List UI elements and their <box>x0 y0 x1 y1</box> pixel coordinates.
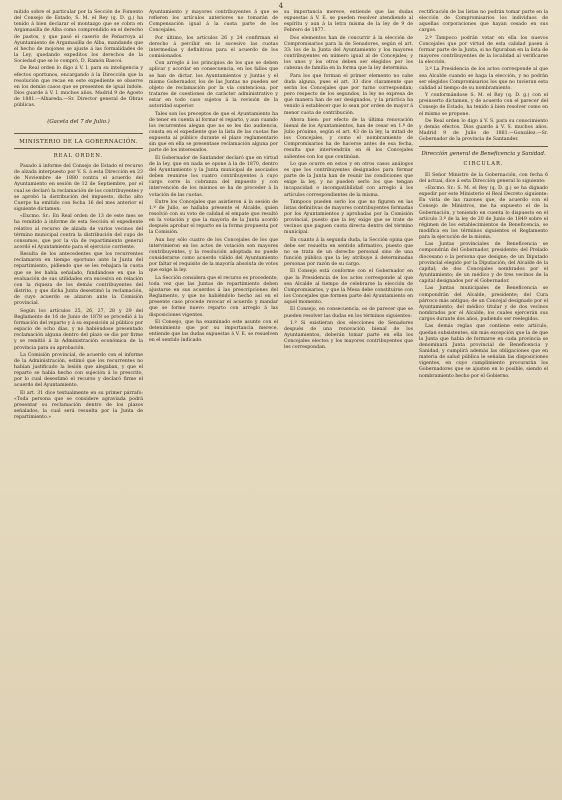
column-3-paragraph-6: Tampoco pueden serlo los que no figuren en las listas definitivas de mayores contribuyentes formadas por los Ayuntamientos y aprobadas por la Comisión provincial, puesto que la ley exige que se trate de vecinos que paguen cuota directa dentro del término municipal. <box>284 199 413 236</box>
column-2-paragraph-4: Tales son los preceptos de que el Ayuntamiento ha de tener en cuenta al formar el reparto, y aun cuando los recurrentes alegan que no se les dio audiencia, consta en el expediente que la lista de las cuotas fue expuesta al público durante el plazo reglamentario sin que en ella se presentase reclamación alguna por parte de los interesados. <box>149 111 278 154</box>
column-4-circular-paragraph-3: Las Juntas provinciales de Beneficencia se compondrán del Gobernador, presidente; del Prelado diocesano o la persona que designe; de un Diputado provincial elegido por la Diputación; del Alcalde de la capital; de dos Concejales nombrados por el Ayuntamiento; de un médico y de tres vecinos de la capital designados por el Gobernador. <box>419 242 548 285</box>
column-4 <box>419 8 548 800</box>
column-1-body-paragraph-4: Según los artículos 25, 26, 27, 28 y 29 del Reglamento de 16 de Junio de 1878 se procedió á la formación del reparto y á su exposición al público por espacio de ocho días, y no habiéndose presentado reclamación alguna dentro del plazo se dio por firme y se remitió á la Administración económica de la provincia para su aprobación. <box>14 308 143 351</box>
column-2-paragraph-6: Entre los Concejales que asistieron á la sesión de 1.º de Julio, se hallaba presente el Alcalde, quien resolvió con su voto de calidad el empate que resultó en la votación y que la mayoría de la Junta acordó después aprobar el reparto en la forma propuesta por la Comisión. <box>149 199 278 236</box>
column-1-body-paragraph-3: Resulta de los antecedentes que los recurrentes reclamaron en tiempo oportuno ante la Junta del repartimiento, pidiendo que se les rebajara la cuota que se les había señalado, fundándose en que la evaluación de sus utilidades era excesiva en relación con la riqueza de los demás contribuyentes del distrito, y que dicha Junta desestimó la reclamación, de cuyo acuerdo se alzaron ante la Comisión provincial. <box>14 252 143 307</box>
columns-container <box>14 8 548 800</box>
divider <box>14 148 143 149</box>
column-1-body-paragraph-5: La Comisión provincial, de acuerdo con el informe de la Administración, estimó que los recurrentes no habían justificado la lesión que alegaban, y que el reparto se había hecho con sujeción á lo prescrito, por lo cual desestimó el recurso y declaró firme el acuerdo del Ayuntamiento. <box>14 352 143 389</box>
column-3-paragraph-7: En cuanto á la segunda duda, la Sección opina que debe ser resuelta en sentido afirmativo, puesto que no se trata de un derecho personal sino de una función pública que la ley atribuye á determinadas personas por razón de su cargo. <box>284 237 413 268</box>
ministry-heading: MINISTERIO DE LA GOBERNACIÓN. <box>19 138 138 145</box>
column-1-intro-paragraph-2: De Real orden lo digo á V. I. para su inteligencia y efectos oportunos, encargando á la Dirección que la resolución que recae en este expediente se observe en los demás casos que se presenten de igual índole. Dios guarde á V. I. muchos años. Madrid 9 de Agosto de 1881.—Albareda.—Sr. Director general de Obras públicas. <box>14 66 143 109</box>
royal-order-heading: REAL ORDEN. <box>53 152 104 159</box>
column-2-paragraph-2: Por último, los artículos 26 y 24 confirman el derecho á percibir en lo sucesivo las cuotas intermedias y definitivas para el acuerdo de los comisionados. <box>149 35 278 60</box>
column-3-paragraph-8: El Consejo está conforme con el Gobernador en que la Presidencia de los actos corresponde al que sea Alcalde al tiempo de celebrarse la elección de Compromisarios, y que la Mesa debe constituirse con los Concejales que formen parte del Ayuntamiento en aquel momento. <box>284 269 413 306</box>
column-3-paragraph-4: Ahora bien: por efecto de la última renovación bienal de los Ayuntamientos, han de cesar en 1.º de Julio próximo, según el art. 43 de la ley, la mitad de los Concejales, y como el nombramiento de Compromisarios ha de hacerse antes de esa fecha, resulta que intervendrán en él los Concejales salientes con los que continúan. <box>284 117 413 160</box>
column-4-paragraph-4: Y conformándose S. M. el Rey (q. D. g.) con el preinserto dictamen, y de acuerdo con el parecer del Consejo de Estado, ha tenido á bien resolver como en el mismo se propone. <box>419 93 548 117</box>
column-4-circular-paragraph-2: «Excmo. Sr.: S. M. el Rey (q. D. g.) se ha dignado expedir por este Ministerio el Real Decreto siguiente: En vista de las razones que, de acuerdo con el Consejo de Ministros, me ha expuesto el de la Gobernación, y teniendo en cuenta lo dispuesto en el artículo 3.º de la ley de 20 de Junio de 1849 sobre el régimen de los establecimientos de Beneficencia, se modifica en los términos siguientes el Reglamento para la ejecución de la misma. <box>419 185 548 241</box>
column-4-circular-paragraph-5: Las demás reglas que contiene este artículo, quedan subsistentes, sin más excepción que la de que la Junta que había de formarse en cada provincia se denominará Junta provincial de Beneficencia y Sanidad, y cumplirá además las obligaciones que en materia de salud pública le señalan las disposiciones vigentes, en cuyo cumplimiento procurarán los Gobernadores que se ajusten en lo posible, siendo el nombramiento hecho por el Gobierno. <box>419 324 548 379</box>
gazette-reference: (Gaceta del 7 de Julio.) <box>47 118 110 125</box>
column-1-body-paragraph-2: «Excmo. Sr.: En Real orden de 13 de este mes se ha remitido á informe de esta Sección el expediente relativo al recurso de alzada de varios vecinos del término municipal contra la distribución del cupo de consumos, que por la vía de repartimiento general acordó el Ayuntamiento para el ejercicio corriente. <box>14 214 143 250</box>
column-3-paragraph-9: El Consejo, en consecuencia, es de parecer que se pueden resolver las dudas en los términos siguientes: <box>284 307 413 319</box>
column-4-paragraph-5: De Real orden lo digo á V. S. para su conocimiento y demás efectos. Dios guarde á V. S. muchos años. Madrid 9 de Julio de 1881.—González.—Sr. Gobernador de la provincia de Santander. <box>419 118 548 143</box>
divider <box>419 146 548 147</box>
circular-heading: CIRCULAR. <box>463 161 504 168</box>
column-3-paragraph-2: Dos elementos han de concurrir á la elección de Compromisarios para la de Senadores, según el art. 33: los de la Junta del Ayuntamiento y los mayores contribuyentes en número igual al de Concejales; y los unos y los otros deben ser elegidos por los cabezas de familia en la forma que la ley determina. <box>284 35 413 72</box>
column-1-intro-paragraph-1: mitido sobre el particular por la Sección de Fomento del Consejo de Estado, S. M. el Rey (q. D. g.) ha tenido á bien declarar el montazgo que se cobra en Argamasilla de Alba como comprendido en el derecho de pastos, y que pasó el caserío de Peñarroya al Ayuntamiento de Argamasilla de Alba, mandando que el hecho de mojones se ajuste á las formalidades de la Ley, quedando expeditos los derechos de la Sociedad que se lo compró, D. Ramón Bascoi. <box>14 10 143 65</box>
column-2-paragraph-7: Aun hoy sólo cuatro de los Concejales de los que intervinieron en los actos de votación son mayores contribuyentes, y la resolución adoptada no puede considerarse como acuerdo válido del Ayuntamiento por faltar el requisito de la mayoría absoluta de votos que exige la ley. <box>149 237 278 274</box>
divider <box>14 133 143 134</box>
column-2-paragraph-8: La Sección considera que el recurso es procedente, toda vez que las Juntas de repartimiento deben ajustarse en sus acuerdos á las prescripciones del Reglamento, y que no habiéndolo hecho así en el presente caso procede revocar el acuerdo y mandar que se forme nuevo reparto con arreglo á las disposiciones vigentes. <box>149 275 278 318</box>
column-3-paragraph-1: su importancia merece, entiende que las dudas expuestas á V. E. se pueden resolver atendiendo al espíritu y aun á la letra misma de la ley de 9 de Febrero de 1877. <box>284 10 413 34</box>
page-number: 4 <box>278 2 284 10</box>
column-3-paragraph-3: Para los que forman el primer elemento no cabe duda alguna, pues el art. 33 dice claramente que serán los Concejales que por turno correspondan; pero respecto de los segundos, la ley no expresa de qué manera han de ser designados, y la práctica ha venido á establecer que lo sean por orden de mayor á menor cuota de contribución. <box>284 73 413 116</box>
column-4-paragraph-3: 3.º La Presidencia de los actos corresponde al que sea Alcalde cuando se haga la elección, y no podrán ser elegidos Compromisarios los que no tuvieran esta calidad al tiempo de su nombramiento. <box>419 67 548 91</box>
column-4-circular-paragraph-4: Las Juntas municipales de Beneficencia se compondrán del Alcalde, presidente; del Cura párroco más antiguo; de un Concejal designado por el Ayuntamiento; del médico titular y de dos vecinos nombrados por el Alcalde, los cuales ejercerán sus cargos durante dos años, pudiendo ser reelegidos. <box>419 286 548 323</box>
column-1 <box>14 8 143 800</box>
directorate-heading: Dirección general de Beneficencia y Sanidad. <box>421 151 546 158</box>
column-2-paragraph-1: Ayuntamiento y mayores contribuyentes á que se refieren los artículos anteriores no tomarán de Compensación igual á la cuota parte de los Concejales. <box>149 10 278 34</box>
column-3-paragraph-5: Lo que ocurre en estos y en otros casos análogos es que los contribuyentes designados para formar parte de la Junta han de reunir las condiciones que exige la ley, y no pueden serlo los que tengan incapacidad o incompatibilidad con arreglo á los artículos correspondientes de la misma. <box>284 161 413 198</box>
column-3 <box>284 8 413 800</box>
column-4-paragraph-2: 2.º Tampoco podrán votar en ella los nuevos Concejales que por virtud de esta calidad pasen á formar parte de la Junta, si no figuraban en la lista de mayores contribuyentes de la localidad al verificarse la elección. <box>419 35 548 66</box>
column-1-body-paragraph-1: Pasado á informe del Consejo de Estado el recurso de alzada interpuesto por V. S. á esta Dirección en 23 de Noviembre de 1880 contra el acuerdo del Ayuntamiento en sesión de 12 de Septiembre, por el cual se declaró la reclamación de los contribuyentes y se aprobó la distribución del impuesto, dicho alto Cuerpo ha emitido con fecha 16 del mes anterior el siguiente dictamen: <box>14 163 143 213</box>
column-1-body-paragraph-6: El art. 31 dice textualmente en su primer párrafo: «Toda persona que se considere agraviada podrá presentar su reclamación dentro de los plazos señalados, la cual será resuelta por la Junta de repartimiento.» <box>14 390 143 421</box>
column-3-paragraph-10: 1.º Si existieran dos elecciones de Senadores después de una renovación bienal de los Ayuntamientos, deberán tomar parte en ella los Concejales electos y los mayores contribuyentes que les correspondan. <box>284 320 413 351</box>
column-2-paragraph-3: Con arreglo á los principios de los que se deben aplicar y acordar en consecuencia, en los fallos que se han de dictar, los Ayuntamientos y Juntas y el mismo Gobernador, los de las Juntas no pueden ser objeto de reclamación por la vía contenciosa, por tratarse de cuestiones de carácter administrativo y estar en todo caso sujetos á la revisión de la autoridad superior. <box>149 61 278 110</box>
column-2 <box>149 8 278 800</box>
column-2-paragraph-9: El Consejo, que ha examinado este asunto con el detenimiento que por su importancia merece, entiende que las dudas expuestas á V. E. se resuelven en el sentido indicado. <box>149 319 278 344</box>
column-4-circular-paragraph-1: El Señor Ministro de la Gobernación, con fecha 6 del actual, dice á esta Dirección general lo siguiente: <box>419 172 548 184</box>
column-4-paragraph-1: rectificación de las listas no podrán tomar parte en la elección de Compromisarios los individuos de aquellas corporaciones que hayan cesado en sus cargos. <box>419 10 548 34</box>
column-2-paragraph-5: El Gobernador de Santander declaró que en virtud de la ley, que en nada se opone á la de 1870, dentro del Ayuntamiento y la Junta municipal de asociados deben reunirse los cuatro contribuyentes á cuyo cargo corre la cobranza del impuesto y con intervención de los mismos se ha de proceder á la votación de las cuotas. <box>149 155 278 198</box>
